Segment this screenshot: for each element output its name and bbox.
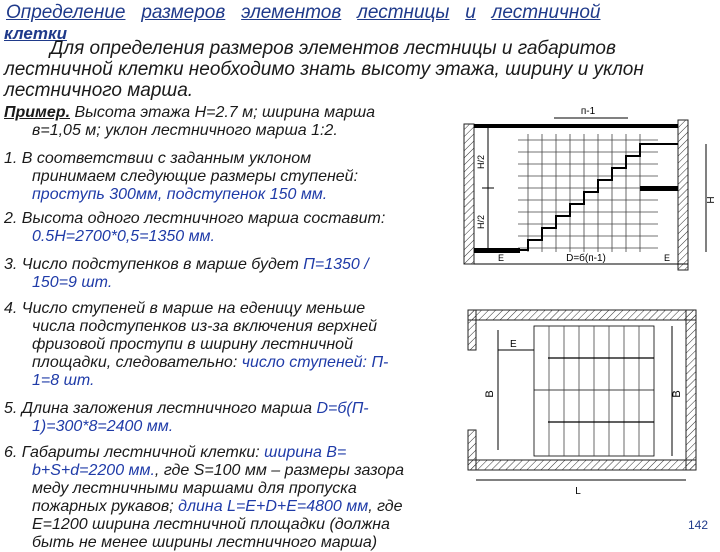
stair-diagram — [458, 100, 720, 520]
step-line: 4. Число ступеней в марше на еденицу меньше — [4, 300, 366, 317]
step-line: 3. Число подступенков в марше будет — [4, 256, 304, 273]
step-line: принимаем следующие размеры ступеней: — [32, 168, 359, 185]
example-block — [4, 104, 454, 140]
step-line: 0.5Н=2700*0,5=1350 мм. — [32, 228, 215, 245]
step-2 — [4, 210, 454, 246]
slide-title — [6, 2, 718, 24]
plan-l-label: L — [575, 486, 581, 497]
right-wall — [678, 120, 688, 270]
bottom-dim-label: Е — [664, 253, 671, 263]
left-wall — [464, 124, 474, 264]
step-line: фризовой проступи в ширину лестничной — [32, 336, 353, 353]
step-line: ширина В= — [264, 444, 347, 461]
step-line: b+S+d=2200 мм. — [32, 462, 155, 479]
step-line: 5. Длина заложения лестничного марша — [4, 400, 317, 417]
step-line: 150=9 шт. — [32, 274, 113, 291]
step-line: D=б(П- — [316, 400, 369, 417]
step-6 — [4, 444, 454, 552]
bottom-landing — [474, 248, 520, 253]
step-line: 6. Габариты лестничной клетки: — [4, 444, 265, 461]
plan-left-wall-b — [468, 430, 476, 470]
mid-landing — [640, 186, 678, 191]
title-word: лестницы — [357, 2, 450, 23]
step-5 — [4, 400, 454, 436]
bottom-dim-label: Е — [498, 253, 505, 263]
left-dim-label: Н/2 — [476, 214, 486, 230]
right-dim-label: Н — [706, 196, 717, 204]
plan-b2-label: В — [671, 390, 683, 398]
plan-e-label: Е — [510, 339, 517, 350]
step-line: 1=8 шт. — [32, 372, 95, 389]
step-line: числа подступенков из-за включения верхней — [32, 318, 378, 335]
title-line2: клетки — [4, 24, 67, 43]
title-word: и — [465, 2, 476, 23]
left-dim-label: Н/2 — [476, 154, 486, 170]
step-1 — [4, 150, 454, 204]
bottom-dim-label: D=б(п-1) — [566, 253, 606, 264]
intro-line: лестничной клетки необходимо знать высоту этажа, ширину и уклон — [4, 59, 644, 80]
example-text: Высота этажа H=2.7 м; ширина марша — [70, 104, 376, 121]
title-word: элементов — [241, 2, 342, 23]
step-line: 1. В соответствии с заданным уклоном — [4, 150, 312, 167]
step-line: длина L=E+D+E=4800 мм — [178, 498, 369, 515]
page-number: 142 — [687, 518, 708, 532]
step-line: E=1200 ширина лестничной площадки (должна — [32, 516, 390, 533]
step-line: , где — [368, 498, 403, 515]
title-word: размеров — [141, 2, 226, 23]
step-3 — [4, 256, 454, 292]
top-label: п-1 — [580, 106, 596, 117]
step-line: быть не менее ширины лестничного марша) — [32, 534, 378, 551]
stair-profile — [474, 144, 678, 250]
intro-line: лестничного марша. — [4, 80, 194, 101]
example-text: в=1,05 м; уклон лестничного марша 1:2. — [32, 122, 338, 139]
intro-paragraph — [4, 38, 718, 101]
plan-view — [468, 310, 696, 497]
title-word: лестничной — [491, 2, 601, 23]
plan-bottom-wall — [468, 460, 696, 470]
plan-treads — [534, 326, 654, 456]
top-slab — [474, 124, 678, 128]
step-line: пожарных рукавов; — [32, 498, 179, 515]
plan-right-wall — [686, 310, 696, 470]
plan-b-label: В — [484, 390, 496, 398]
step-line: П=1350 / — [303, 256, 369, 273]
step-line: 1)=300*8=2400 мм. — [32, 418, 174, 435]
example-label: Пример. — [4, 104, 71, 121]
step-4 — [4, 300, 454, 390]
title-word: Определение — [6, 2, 126, 23]
step-line: 2. Высота одного лестничного марша составит: — [4, 210, 386, 227]
plan-top-wall — [468, 310, 696, 320]
step-line: , где S=100 мм – размеры зазора — [154, 462, 405, 479]
step-line: проступь 300мм, подступенок 150 мм. — [32, 186, 328, 203]
intro-line: Для определения размеров элементов лестницы и габаритов — [50, 38, 616, 59]
plan-left-wall-a — [468, 310, 476, 350]
step-line: число ступеней: П- — [241, 354, 389, 371]
step-line: меду лестничными маршами для пропуска — [32, 480, 357, 497]
section-view — [464, 106, 717, 270]
step-line: площадки, следовательно: — [32, 354, 242, 371]
